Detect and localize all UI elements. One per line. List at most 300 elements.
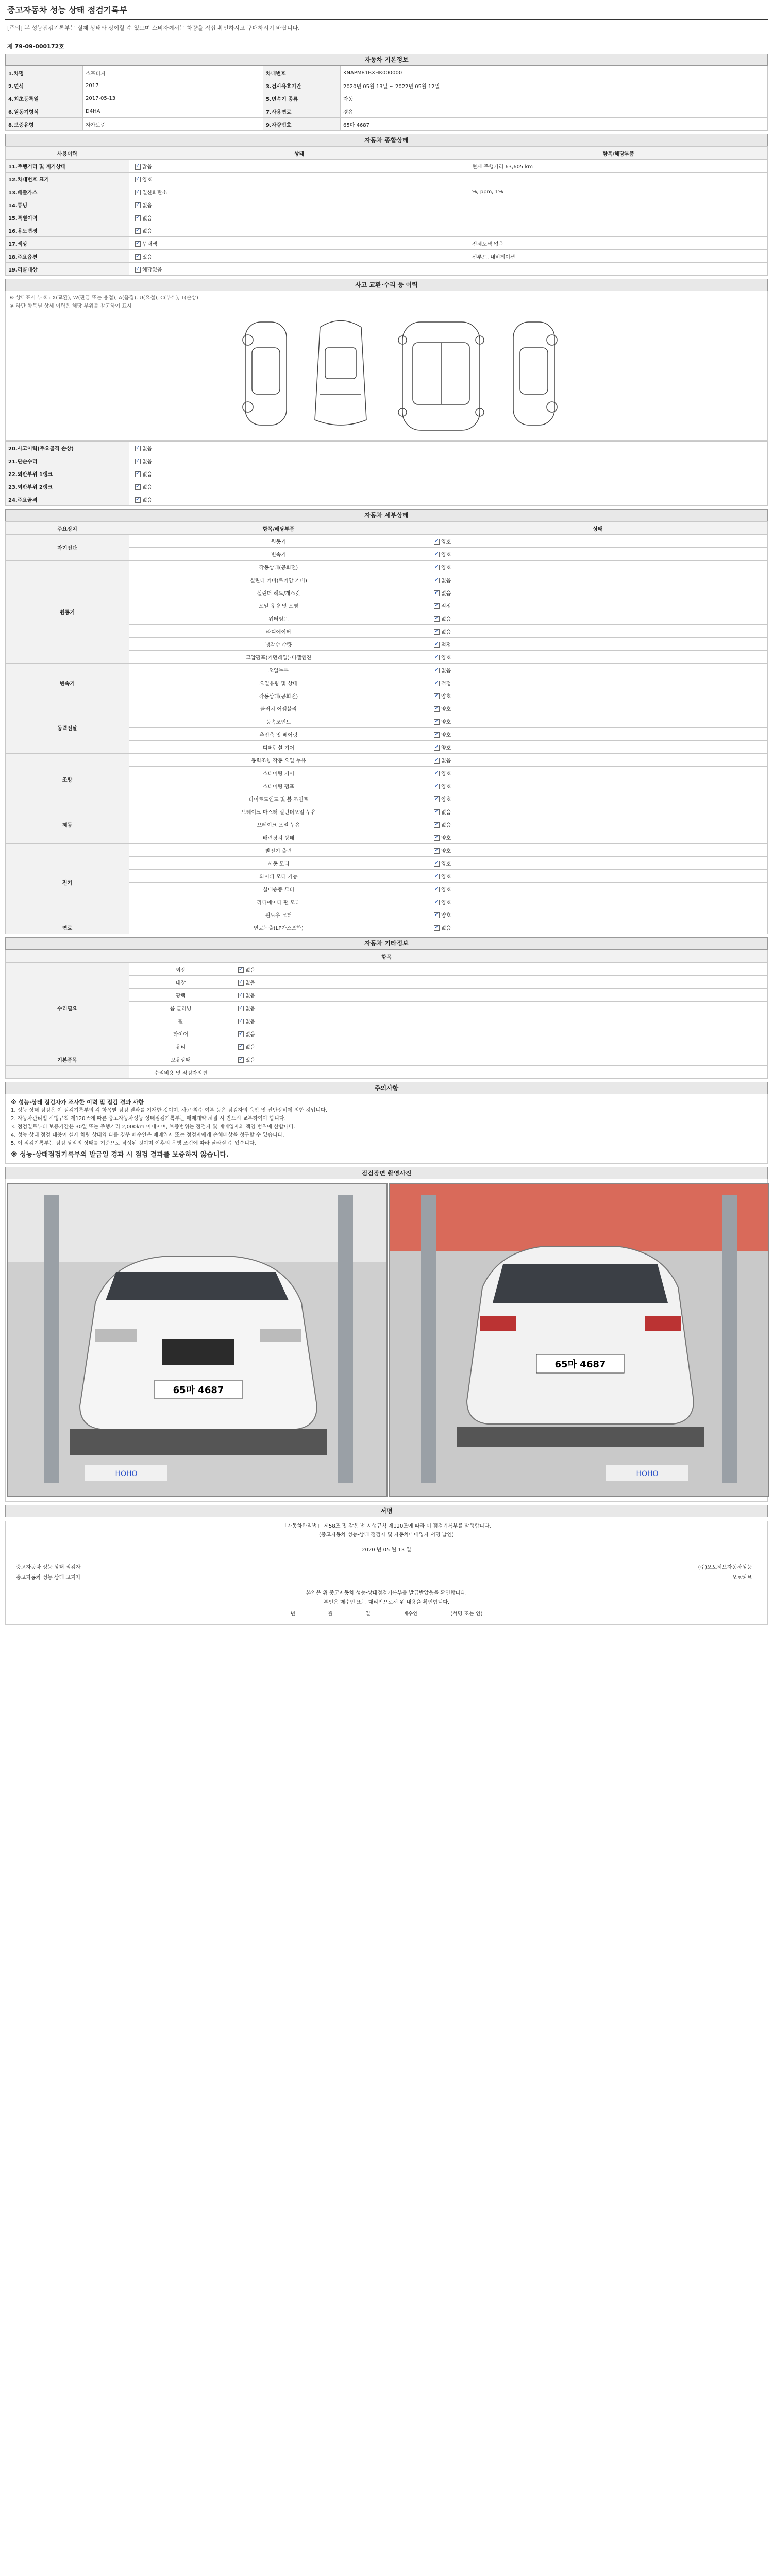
section-accident-title: 사고 교환·수리 등 이력 [5,279,768,291]
detail-state [428,870,768,883]
detail-state-text: 없음 [441,590,451,597]
detail-state [428,612,768,625]
summary-row [6,173,768,185]
detail-header: 항목/해당부품 [129,522,428,535]
checkbox-checked [434,552,440,557]
detail-state-text: 양호 [441,655,451,661]
others-state [232,989,768,1002]
summary-state [129,211,469,224]
detail-group: 자기진단 [6,535,129,561]
basic-row [6,92,768,105]
notes-block [5,1094,768,1164]
detail-state-text: 양호 [441,835,451,841]
section-others-title: 자동차 기타정보 [5,937,768,950]
basic-label-2: 3.검사유효기간 [263,79,341,92]
detail-item: 스티어링 기어 [129,767,428,779]
checkbox-checked [238,980,244,986]
document-notice: [주의] 본 성능점검기록부는 실제 상태와 상이할 수 있으며 소비자께서는 차량을 직접 확인하시고 구매하시기 바랍니다. [7,25,300,31]
detail-state [428,561,768,573]
detail-row [6,702,768,715]
detail-state [428,818,768,831]
checkbox-checked [135,215,141,221]
detail-state-text: 적정 [441,681,451,687]
detail-row [6,664,768,676]
checkbox-checked [135,254,141,260]
section-detail-title: 자동차 세부상태 [5,509,768,521]
checkbox-checked [434,693,440,699]
detail-state [428,586,768,599]
detail-state-text: 양호 [441,900,451,906]
inspector-label: 중고자동차 성능 상태 점검자 [16,1565,81,1570]
summary-state [129,173,469,185]
basic-row [6,105,768,118]
detail-state [428,664,768,676]
detail-state-text: 없음 [441,822,451,828]
others-state-text: 없음 [245,993,256,999]
summary-state-text: 없음 [142,215,153,222]
summary-row [6,263,768,276]
legend-line-1: ※ 상태표시 부호 : X(교환), W(판금 또는 용접), A(흠집), U(요철), C(부식), T(손상) [10,295,198,301]
basic-row [6,66,768,79]
signature-area [5,1521,768,1625]
section-basic-title: 자동차 기본정보 [5,54,768,66]
legend-line-2: ※ 하단 항목별 상세 이력은 해당 부위를 참고하여 표시 [10,303,132,309]
detail-group: 연료 [6,921,129,934]
detail-table [5,521,768,934]
basic-label: 8.보증유형 [6,118,83,131]
others-state-text: 없음 [245,1006,256,1012]
checkbox-checked [135,267,141,273]
detail-state [428,702,768,715]
field-buyer: 매수인 [402,1611,418,1617]
summary-row [6,250,768,263]
accident-row [6,454,768,467]
rear-license-plate: 65마 4687 [554,1359,606,1370]
notes-heading: ※ 성능·상태 점검자가 조사한 이력 및 점검 결과 사항 [11,1099,144,1106]
basic-label: 4.최초등록일 [6,92,83,105]
summary-row [6,211,768,224]
notes-line: 1. 성능·상태 점검은 이 점검기록부의 각 항목별 점검 결과를 기재한 것이며, 사고·침수 여부 등은 점검자의 육안 및 진단장비에 의한 것입니다. [11,1108,327,1113]
car-diagram [6,291,768,440]
checkbox-checked [434,629,440,635]
accident-table [5,441,768,506]
summary-note: 선루프, 내비게이션 [469,250,768,263]
summary-state-text: 없음 [142,228,153,234]
summary-note: 현재 주행거리 63,605 km [469,160,768,173]
summary-row [6,160,768,173]
detail-state-text: 양호 [441,887,451,893]
detail-state [428,831,768,844]
basic-label-2: 5.변속기 종류 [263,92,341,105]
basic-value: 2017-05-13 [83,92,263,105]
accident-row [6,493,768,506]
detail-state [428,779,768,792]
checkbox-checked [135,228,141,234]
others-table [5,950,768,1079]
section-photos-title: 점검장면 촬영사진 [5,1167,768,1179]
detail-item: 실린더 커버(로커암 커버) [129,573,428,586]
summary-label: 16.용도변경 [6,224,129,237]
detail-state [428,689,768,702]
detail-state [428,535,768,548]
checkbox-checked [135,164,141,170]
car-diagram-area [5,291,768,441]
detail-state [428,883,768,895]
accident-row [6,467,768,480]
detail-state [428,908,768,921]
summary-state [129,224,469,237]
detail-item: 와이퍼 모터 기능 [129,870,428,883]
detail-item: 실린더 헤드/개스킷 [129,586,428,599]
detail-item: 연료누출(LP가스포함) [129,921,428,934]
detail-state [428,895,768,908]
others-state-text: 없음 [245,1031,256,1038]
summary-header: 상태 [129,147,469,160]
detail-state-text: 없음 [441,809,451,816]
basic-row [6,118,768,131]
detail-state [428,767,768,779]
summary-state [129,250,469,263]
checkbox-checked [434,925,440,931]
detail-state-text: 적정 [441,603,451,609]
summary-state-text: 양호 [142,177,153,183]
receive-fields [6,1609,767,1617]
detail-state-text: 양호 [441,848,451,854]
basic-label: 1.차명 [6,66,83,79]
checkbox-checked [434,874,440,879]
detail-state-text: 없음 [441,925,451,931]
photo-rear-illustration [390,1184,768,1496]
detail-state [428,548,768,561]
checkbox-checked [434,616,440,622]
detail-state-text: 양호 [441,861,451,867]
detail-item: 원동기 [129,535,428,548]
signature-line-2: (중고자동차 성능·상태 점검자 및 자동차매매업자 서명 날인) [319,1532,454,1538]
basic-label: 2.연식 [6,79,83,92]
checkbox-checked [434,539,440,545]
detail-state [428,715,768,728]
summary-label: 17.색상 [6,237,129,250]
checkbox-checked [434,809,440,815]
summary-state-text: 해당없음 [142,267,162,273]
basic-row [6,79,768,92]
detail-item: 등속조인트 [129,715,428,728]
detail-group: 전기 [6,844,129,921]
others-state [232,1002,768,1014]
others-state-text: 있음 [245,1057,256,1063]
detail-item: 배력장치 상태 [129,831,428,844]
detail-state [428,792,768,805]
summary-label: 12.차대번호 표기 [6,173,129,185]
others-item: 보유상태 [129,1053,232,1066]
checkbox-checked [135,190,141,195]
detail-state [428,805,768,818]
checkbox-checked [135,471,141,477]
others-state [232,976,768,989]
basic-info-table [5,66,768,131]
detail-item: 라디에이터 [129,625,428,638]
others-group [6,1066,129,1079]
others-header: 항목 [6,950,768,963]
detail-state-text: 양호 [441,874,451,880]
detail-row [6,805,768,818]
others-item: 룸 클리닝 [129,1002,232,1014]
detail-state-text: 양호 [441,693,451,700]
others-row [6,1053,768,1066]
field-day: 일 [365,1611,371,1617]
detail-state-text: 양호 [441,565,451,571]
basic-value-2: 65마 4687 [341,118,768,131]
checkbox-checked [434,590,440,596]
checkbox-checked [434,758,440,764]
checkbox-checked [434,655,440,660]
dealer-value: 오토허브 [732,1575,752,1581]
detail-item: 브레이크 마스터 실린더오일 누유 [129,805,428,818]
document-number: 제 79-09-000172호 [7,43,64,50]
checkbox-checked [434,835,440,841]
detail-item: 스티어링 펌프 [129,779,428,792]
document [5,0,768,1625]
detail-item: 발전기 출력 [129,844,428,857]
detail-item: 동력조향 작동 오일 누유 [129,754,428,767]
summary-note [469,224,768,237]
detail-state-text: 없음 [441,616,451,622]
checkbox-checked [434,578,440,583]
others-item: 휠 [129,1014,232,1027]
detail-state-text: 양호 [441,745,451,751]
accident-label: 22.외판부위 1랭크 [6,467,129,480]
checkbox-checked [434,603,440,609]
checkbox-checked [238,1044,244,1050]
detail-item: 냉각수 수량 [129,638,428,651]
checkbox-checked [434,706,440,712]
detail-header: 주요장치 [6,522,129,535]
checkbox-checked [238,1031,244,1037]
detail-state-text: 없음 [441,629,451,635]
detail-state [428,754,768,767]
detail-state [428,676,768,689]
basic-value-2: 경유 [341,105,768,118]
basic-value: 2017 [83,79,263,92]
others-state-text: 없음 [245,1044,256,1050]
checkbox-checked [238,967,244,973]
basic-value: D4HA [83,105,263,118]
section-signature-title: 서명 [5,1505,768,1517]
summary-row [6,237,768,250]
notes-line: 5. 이 점검기록부는 점검 당일의 상태를 기준으로 작성된 것이며 이후의 운행 조건에 따라 달라질 수 있습니다. [11,1141,256,1146]
summary-note: %, ppm, 1% [469,185,768,198]
accident-label: 20.사고이력(주요골격 손상) [6,442,129,454]
detail-item: 디퍼렌셜 기어 [129,741,428,754]
detail-state-text: 양호 [441,784,451,790]
summary-label: 19.리콜대상 [6,263,129,276]
detail-item: 작동상태(공회전) [129,689,428,702]
accident-label: 24.주요골격 [6,493,129,506]
detail-state-text: 없음 [441,578,451,584]
photo-front-illustration [8,1184,386,1496]
summary-state [129,185,469,198]
notes-emphasis: ※ 성능·상태점검기록부의 발급일 경과 시 점검 결과를 보증하지 않습니다. [11,1151,229,1159]
summary-label: 14.튜닝 [6,198,129,211]
summary-state [129,198,469,211]
summary-header: 사용이력 [6,147,129,160]
summary-note [469,173,768,185]
car-front-diagram [315,321,366,426]
accident-row [6,480,768,493]
basic-label-2: 차대번호 [263,66,341,79]
accident-value [129,442,768,454]
accident-label: 23.외판부위 2랭크 [6,480,129,493]
detail-state [428,638,768,651]
detail-item: 고압펌프(커먼레일)-디젤엔진 [129,651,428,664]
detail-item: 오일유량 및 상태 [129,676,428,689]
detail-item: 브레이크 오일 누유 [129,818,428,831]
checkbox-checked [135,459,141,464]
checkbox-checked [135,484,141,490]
notes-line: 4. 성능·상태 점검 내용이 실제 차량 상태와 다를 경우 매수인은 매매업자 또는 점검자에게 손해배상을 청구할 수 있습니다. [11,1132,284,1138]
accident-value [129,480,768,493]
detail-state [428,844,768,857]
notes-line: 2. 자동차관리법 시행규칙 제120조에 따른 중고자동차성능·상태점검기록부는 매매계약 체결 시 반드시 교부하여야 합니다. [11,1116,286,1122]
detail-group: 원동기 [6,561,129,664]
accident-row [6,442,768,454]
others-item: 외장 [129,963,232,976]
notes-line: 3. 점검일로부터 보증기간은 30일 또는 주행거리 2,000km 이내이며, 보증범위는 점검자 및 매매업자의 책임 범위에 한합니다. [11,1124,295,1130]
detail-group: 조향 [6,754,129,805]
summary-state [129,160,469,173]
detail-group: 동력전달 [6,702,129,754]
photo-area [5,1179,768,1502]
others-row [6,963,768,976]
detail-state [428,921,768,934]
detail-state [428,741,768,754]
detail-row [6,921,768,934]
inspector-value: (주)오토허브자동차성능 [698,1565,752,1570]
summary-state [129,237,469,250]
detail-state [428,728,768,741]
summary-note [469,211,768,224]
summary-header: 항목/해당부품 [469,147,768,160]
summary-state-text: 없음 [142,202,153,209]
document-title: 중고자동차 성능 상태 점검기록부 [5,0,768,20]
accident-value-text: 없음 [142,497,153,503]
others-state [232,1040,768,1053]
car-top-diagram [398,322,484,430]
detail-state-text: 양호 [441,732,451,738]
checkbox-checked [434,681,440,686]
basic-label-2: 9.차량번호 [263,118,341,131]
checkbox-checked [135,497,141,503]
detail-state-text: 양호 [441,719,451,725]
detail-state [428,599,768,612]
checkbox-checked [434,848,440,854]
detail-item: 라디에이터 팬 모터 [129,895,428,908]
detail-item: 추진축 및 베어링 [129,728,428,741]
detail-state-text: 양호 [441,706,451,713]
detail-state-text: 양호 [441,771,451,777]
summary-note [469,198,768,211]
receive-line-2: 본인은 매수인 또는 대리인으로서 위 내용을 확인합니다. [323,1600,450,1605]
field-month: 월 [328,1611,333,1617]
others-state [232,963,768,976]
summary-state-text: 있음 [142,254,153,260]
others-state-text: 없음 [245,1019,256,1025]
lift-brand-rear: HOHO [636,1470,659,1478]
basic-label-2: 7.사용연료 [263,105,341,118]
summary-state-text: 일산화탄소 [142,190,167,196]
others-row [6,1066,768,1079]
checkbox-checked [434,642,440,648]
summary-note: 전체도색 없음 [469,237,768,250]
checkbox-checked [434,887,440,892]
checkbox-checked [434,784,440,789]
photo-front [7,1183,388,1497]
front-license-plate: 65마 4687 [173,1385,224,1396]
detail-item: 오일누유 [129,664,428,676]
detail-item: 클러치 어셈블리 [129,702,428,715]
checkbox-checked [238,993,244,998]
summary-row [6,198,768,211]
summary-state [129,263,469,276]
detail-item: 시동 모터 [129,857,428,870]
detail-state-text: 양호 [441,552,451,558]
checkbox-checked [434,900,440,905]
detail-row [6,535,768,548]
summary-note [469,263,768,276]
checkbox-checked [434,796,440,802]
others-state-text: 없음 [245,980,256,986]
others-group: 기본품목 [6,1053,129,1066]
checkbox-checked [434,771,440,776]
dealer-label: 중고자동차 성능 상태 고지자 [16,1575,81,1581]
detail-item: 실내송풍 모터 [129,883,428,895]
summary-label: 13.배출가스 [6,185,129,198]
signature-date: 2020 년 05 월 13 일 [362,1547,411,1553]
basic-value: 자가보증 [83,118,263,131]
checkbox-checked [434,732,440,738]
others-state [232,1014,768,1027]
detail-group: 변속기 [6,664,129,702]
others-state [232,1066,768,1079]
checkbox-checked [238,1006,244,1011]
basic-value-2: 자동 [341,92,768,105]
basic-value-2: 2020년 05월 13일 ~ 2022년 05월 12일 [341,79,768,92]
detail-state [428,857,768,870]
summary-label: 11.주행거리 및 계기상태 [6,160,129,173]
checkbox-checked [434,912,440,918]
detail-state-text: 양호 [441,539,451,545]
summary-state-text: 무채색 [142,241,157,247]
accident-legend [10,294,198,311]
checkbox-checked [135,177,141,182]
others-item: 유리 [129,1040,232,1053]
detail-row [6,754,768,767]
basic-value: 스포티지 [83,66,263,79]
signature-line-1: 「자동차관리법」 제58조 및 같은 법 시행규칙 제120조에 따라 이 점검기록부를 발행합니다. [282,1523,491,1529]
detail-state-text: 없음 [441,758,451,764]
detail-state-text: 양호 [441,912,451,919]
accident-value-text: 없음 [142,446,153,452]
accident-value [129,454,768,467]
others-state [232,1053,768,1066]
checkbox-checked [434,861,440,867]
others-item: 광택 [129,989,232,1002]
accident-value-text: 없음 [142,484,153,490]
detail-state-text: 적정 [441,642,451,648]
detail-header: 상태 [428,522,768,535]
notes-lines [11,1107,762,1148]
checkbox-checked [434,668,440,673]
